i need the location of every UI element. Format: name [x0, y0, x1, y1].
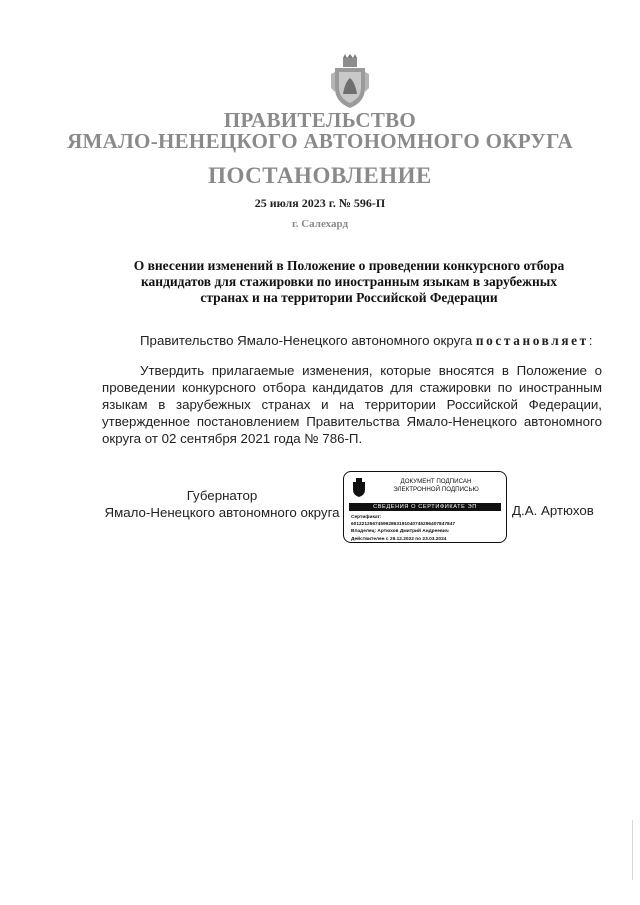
signatory-name: Д.А. Артюхов [512, 503, 594, 518]
document-title [112, 258, 586, 306]
stamp-validity: Действителен с 29.12.2022 по 23.03.2024 [351, 536, 447, 542]
decree-intro [102, 333, 602, 349]
position-region: Ямало-Ненецкого автономного округа [104, 505, 340, 520]
electronic-signature-stamp [343, 471, 507, 543]
city: г. Салехард [291, 218, 349, 230]
coat-of-arms-emblem [327, 54, 373, 110]
stamp-cert-label: Сертификат: [351, 515, 382, 520]
emblem-icon [351, 478, 367, 498]
government-title: ПРАВИТЕЛЬСТВО [223, 108, 417, 132]
stamp-details [351, 514, 503, 543]
stamp-heading-line: ДОКУМЕНТ ПОДПИСАН [400, 478, 472, 485]
decree-intro-text: Правительство Ямало-Ненецкого автономного округа [140, 333, 476, 348]
stamp-cert-number: 601221256745992863191040745296407847847 [351, 522, 456, 528]
title-line: О внесении изменений в Положение о проведении конкурсного отбора [133, 258, 565, 273]
signatory-position [102, 487, 342, 521]
scan-edge-mark [632, 820, 633, 880]
decree-intro-colon: : [588, 333, 593, 348]
stamp-owner: Владелец: Артюхов Дмитрий Андреевич [351, 529, 449, 535]
date-and-number: 25 июля 2023 г. № 596-П [254, 196, 386, 210]
stamp-heading [374, 478, 498, 493]
government-region: ЯМАЛО-НЕНЕЦКОГО АВТОНОМНОГО ОКРУГА [67, 129, 573, 153]
title-line: странах и на территории Российской Федерации [200, 290, 498, 305]
decree-paragraph: Утвердить прилагаемые изменения, которые вносятся в Положение о проведении конкурсного отбора кандидатов для стажировки по иностранным языкам в зарубежных странах и на территории Российской Федерации, утвержденное постановлением Правительства Ямало-Ненецкого автономного округа от 02 сентября 2021 года № 786-П. [102, 363, 602, 446]
title-line: кандидатов для стажировки по иностранным языкам в зарубежных [140, 274, 558, 289]
document-type: ПОСТАНОВЛЕНИЕ [208, 163, 432, 188]
position-title: Губернатор [186, 488, 258, 503]
decree-word: постановляет [475, 333, 589, 348]
stamp-certificate-bar: СВЕДЕНИЯ О СЕРТИФИКАТЕ ЭП [349, 503, 501, 511]
stamp-heading-line: ЭЛЕКТРОННОЙ ПОДПИСЬЮ [393, 485, 479, 493]
